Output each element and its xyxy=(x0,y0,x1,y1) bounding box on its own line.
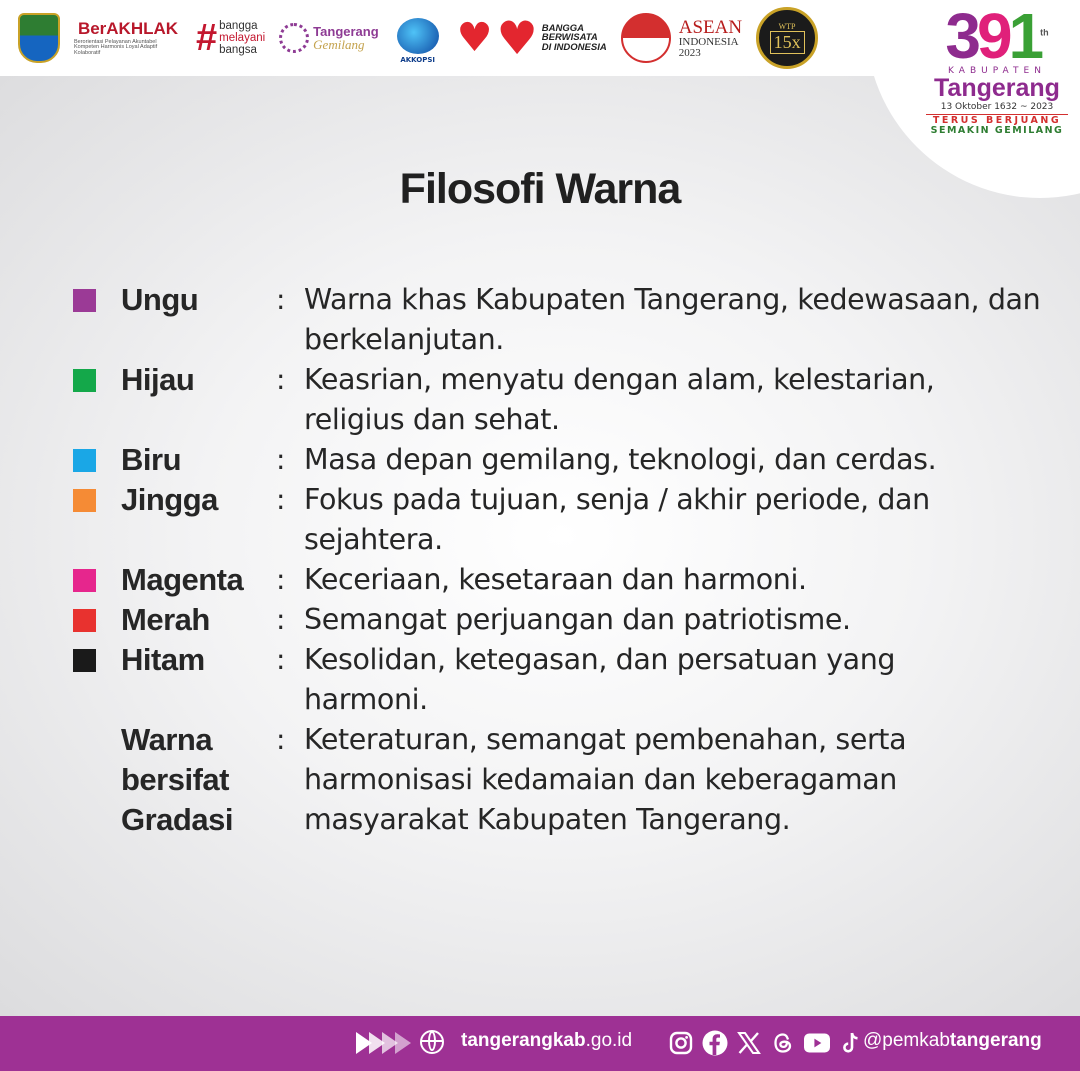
colon: : xyxy=(276,283,286,316)
colon: : xyxy=(276,483,286,516)
anniversary-date: 13 Oktober 1632 ~ 2023 xyxy=(940,102,1054,112)
bbi-line2: BERWISATA xyxy=(541,32,598,44)
green-swatch xyxy=(73,369,96,392)
hashtag-icon: # xyxy=(196,17,218,59)
colon: : xyxy=(276,563,286,596)
color-philosophy-list xyxy=(0,280,1080,840)
instagram-icon[interactable] xyxy=(668,1030,694,1056)
wtp-count: 15x xyxy=(770,31,805,54)
threads-icon[interactable] xyxy=(770,1030,796,1056)
colon: : xyxy=(276,443,286,476)
tangerang-gemilang-line2: Gemilang xyxy=(313,37,365,52)
bangga-line1: bangga xyxy=(219,19,258,32)
website-name: tangerangkab xyxy=(461,1030,586,1051)
color-description: Warna khas Kabupaten Tangerang, kedewasaan, dan berkelanjutan. xyxy=(304,283,1041,356)
flower-icon xyxy=(279,23,309,53)
asean-line3: 2023 xyxy=(678,46,701,59)
color-description: Kesolidan, ketegasan, dan persatuan yang harmoni. xyxy=(304,643,896,716)
digit-1: 1 xyxy=(1008,0,1041,72)
kabupaten-crest-logo xyxy=(18,13,60,63)
color-row-jingga xyxy=(0,480,1080,560)
color-name: Biru xyxy=(121,442,181,477)
akkopsi-label: AKKOPSI xyxy=(400,56,436,64)
bangga-line3: bangsa xyxy=(219,44,257,57)
color-description: Keceriaan, kesetaraan dan harmoni. xyxy=(304,563,807,596)
color-description: Fokus pada tujuan, senja / akhir periode, dan sejahtera. xyxy=(304,483,930,556)
page-title: Filosofi Warna xyxy=(399,165,681,213)
youtube-icon[interactable] xyxy=(804,1030,830,1056)
color-name: Magenta xyxy=(121,562,244,597)
colon: : xyxy=(276,363,286,396)
tangerang-gemilang-logo xyxy=(279,23,379,53)
footer-bar xyxy=(0,1016,1080,1071)
magenta-swatch xyxy=(73,569,96,592)
anniversary-kabupaten: KABUPATEN xyxy=(948,66,1046,76)
color-name: Ungu xyxy=(121,282,199,317)
color-description: Keteraturan, semangat pembenahan, serta harmonisasi kedamaian dan keberagaman masyarakat Kabupaten Tangerang. xyxy=(304,723,907,836)
heart-icon: ♥ xyxy=(456,15,493,61)
anniversary-slogan-1: TERUS BERJUANG xyxy=(926,114,1068,126)
bbi-line1: BANGGA xyxy=(541,22,585,34)
color-row-hitam xyxy=(0,640,1080,720)
color-row-merah xyxy=(0,600,1080,640)
color-name: Jingga xyxy=(121,482,218,517)
bangga-melayani-bangsa-logo xyxy=(196,19,265,57)
tangerang-gemilang-line1: Tangerang xyxy=(313,24,379,39)
partner-logos xyxy=(18,4,818,72)
color-row-biru xyxy=(0,440,1080,480)
red-swatch xyxy=(73,609,96,632)
akkopsi-logo xyxy=(393,12,443,64)
asean-line1: ASEAN xyxy=(678,16,743,38)
bbi-line3: DI INDONESIA xyxy=(541,41,607,53)
arrows-icon xyxy=(356,1032,408,1054)
social-handle[interactable] xyxy=(863,1030,1042,1052)
digit-3: 3 xyxy=(945,0,977,72)
color-row-hijau xyxy=(0,360,1080,440)
colon: : xyxy=(276,603,286,636)
social-icons xyxy=(668,1030,864,1056)
blue-swatch xyxy=(73,449,96,472)
crest-icon xyxy=(18,13,60,63)
berakhlak-title: BerAKHLAK xyxy=(77,18,179,38)
orange-swatch xyxy=(73,489,96,512)
anniversary-name: Tangerang xyxy=(934,74,1060,102)
handle-prefix: @pemkab xyxy=(863,1030,950,1051)
color-row-magenta xyxy=(0,560,1080,600)
color-name: Merah xyxy=(121,602,210,637)
digit-9: 9 xyxy=(976,0,1009,72)
purple-swatch xyxy=(73,289,96,312)
black-swatch xyxy=(73,649,96,672)
globe-icon xyxy=(420,1030,444,1054)
color-row-ungu xyxy=(0,280,1080,360)
color-description: Keasrian, menyatu dengan alam, kelestarian, religius dan sehat. xyxy=(304,363,935,436)
handle-name: tangerang xyxy=(949,1030,1042,1051)
berakhlak-logo xyxy=(74,20,182,57)
wtp-15x-badge xyxy=(756,7,818,69)
color-name: Hijau xyxy=(121,362,195,397)
colon: : xyxy=(276,643,286,676)
anniversary-suffix: th xyxy=(1040,27,1049,38)
color-name: Hitam xyxy=(121,642,205,677)
asean-emblem-icon xyxy=(621,13,671,63)
color-row-gradasi xyxy=(0,720,1080,840)
tiktok-icon[interactable] xyxy=(838,1030,864,1056)
asean-2023-logo xyxy=(621,13,742,63)
asean-line2: INDONESIA xyxy=(678,35,739,48)
heart-icon: ♥ xyxy=(496,11,538,65)
globe-emblem-icon xyxy=(397,18,439,54)
facebook-icon[interactable] xyxy=(702,1030,728,1056)
color-name: Warna bersifat Gradasi xyxy=(121,722,233,837)
website-link[interactable] xyxy=(461,1030,632,1052)
website-domain: .go.id xyxy=(585,1030,633,1051)
bangga-berwisata-logo xyxy=(456,11,607,65)
berakhlak-tagline: Berorientasi Pelayanan Akuntabel Kompeten Harmonis Loyal Adaptif Kolaboratif xyxy=(74,38,158,56)
wtp-label: WTP xyxy=(778,22,796,31)
x-icon[interactable] xyxy=(736,1030,762,1056)
colon: : xyxy=(276,723,286,756)
color-description: Masa depan gemilang, teknologi, dan cerdas. xyxy=(304,443,937,476)
anniversary-slogan-2: SEMAKIN GEMILANG xyxy=(930,125,1064,137)
color-description: Semangat perjuangan dan patriotisme. xyxy=(304,603,851,636)
bangga-line2: melayani xyxy=(219,31,266,44)
